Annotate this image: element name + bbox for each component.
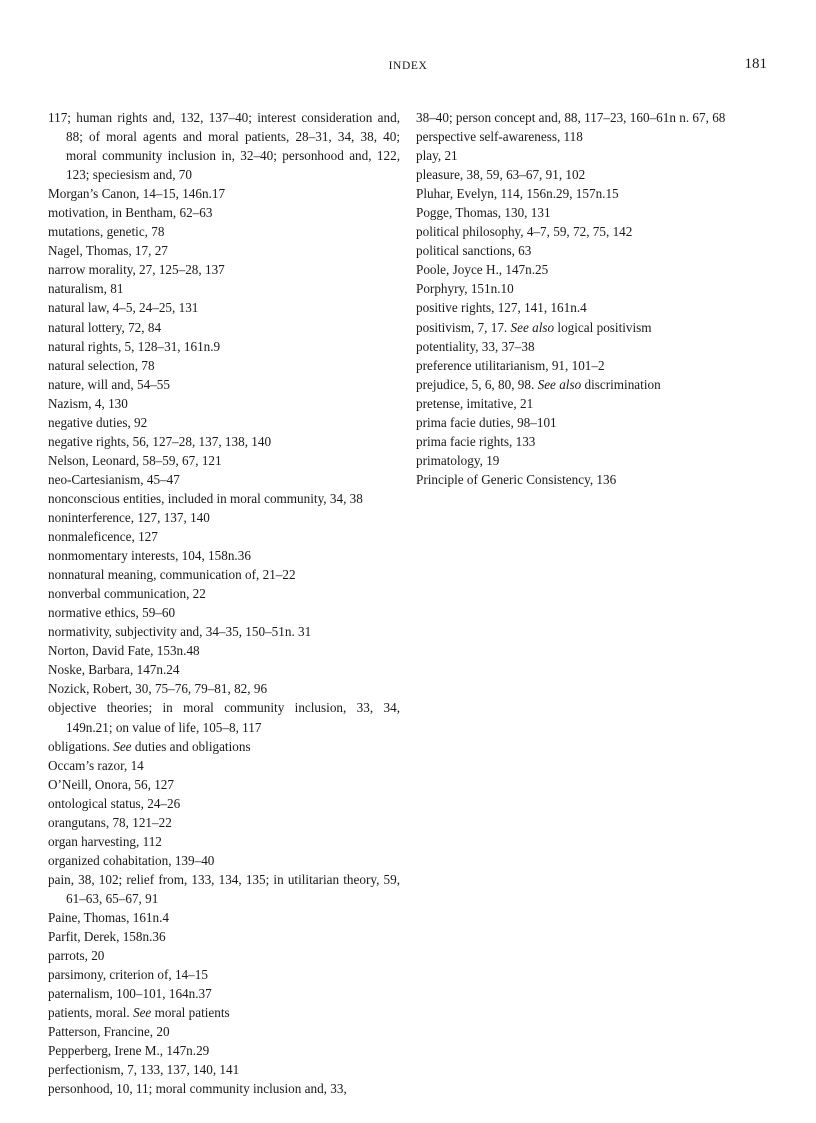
entry-text: nonverbal communication, 22 [48, 586, 206, 602]
entry-text: primatology, 19 [416, 452, 500, 468]
entry-text: patients, moral. [48, 1005, 133, 1021]
entry-text: personhood, 10, 11; moral community inclusion and, 33, [48, 1081, 347, 1097]
index-entry [48, 222, 400, 241]
index-entry [48, 984, 400, 1003]
entry-text: Nozick, Robert, 30, 75–76, 79–81, 82, 96 [48, 681, 268, 697]
entry-text: preference utilitarianism, 91, 101–2 [416, 357, 605, 373]
index-entry [416, 146, 776, 165]
entry-text: discrimination [581, 376, 661, 392]
entry-text: nonconscious entities, included in moral community, 34, 38 [48, 490, 363, 506]
entry-text: perfectionism, 7, 133, 137, 140, 141 [48, 1062, 240, 1078]
index-entry [48, 698, 400, 736]
entry-text: natural law, 4–5, 24–25, 131 [48, 300, 199, 316]
index-entry [48, 279, 400, 298]
index-entry [48, 241, 400, 260]
entry-text: potentiality, 33, 37–38 [416, 338, 535, 354]
entry-text: 38–40; person concept and, 88, 117–23, 160–61n n. 67, 68 [416, 110, 726, 125]
entry-text: naturalism, 81 [48, 281, 124, 297]
index-entry [48, 508, 400, 527]
index-entry [48, 851, 400, 870]
index-entry [48, 413, 400, 432]
index-entry [48, 203, 400, 222]
entry-text: Occam’s razor, 14 [48, 757, 144, 773]
entry-text: logical positivism [554, 319, 652, 335]
entry-text: positivism, 7, 17. [416, 319, 511, 335]
entry-text: organ harvesting, 112 [48, 833, 162, 849]
entry-text: objective theories; in moral community inclusion, 33, 34, 149n.21; on value of life, 105–8, 117 [48, 700, 400, 735]
cross-reference-term: See [113, 738, 132, 754]
entry-text: Pogge, Thomas, 130, 131 [416, 205, 551, 221]
entry-text: pretense, imitative, 21 [416, 395, 534, 411]
index-entry [48, 603, 400, 622]
index-entry [48, 451, 400, 470]
index-entry [48, 298, 400, 317]
entry-text: duties and obligations [131, 738, 251, 754]
entry-text: pleasure, 38, 59, 63–67, 91, 102 [416, 167, 586, 183]
entry-text: political sanctions, 63 [416, 243, 532, 259]
index-entry [48, 260, 400, 279]
index-entry [416, 451, 776, 470]
entry-text: 117; human rights and, 132, 137–40; interest consideration and, 88; of moral agents and moral patients, 28–31, 34, 38, 40; moral community inclusion in, 32–40; personhood and, 122, 123; speciesism and, 70 [48, 110, 400, 183]
index-entry [48, 832, 400, 851]
entry-text: Pepperberg, Irene M., 147n.29 [48, 1043, 210, 1059]
index-entry [48, 432, 400, 451]
index-entry [416, 337, 776, 356]
index-entry [48, 394, 400, 413]
index-entry [48, 965, 400, 984]
entry-text: nonmomentary interests, 104, 158n.36 [48, 548, 251, 564]
index-entry [416, 241, 776, 260]
index-entry [48, 546, 400, 565]
index-entry [48, 318, 400, 337]
entry-text: nonmaleficence, 127 [48, 529, 158, 545]
index-entry [416, 279, 776, 298]
index-entry [48, 1079, 400, 1098]
cross-reference-term: See also [537, 376, 582, 392]
index-entry [48, 813, 400, 832]
index-entry [48, 660, 400, 679]
entry-text: prejudice, 5, 6, 80, 98. [416, 376, 538, 392]
index-entry [416, 222, 776, 241]
entry-text: Parfit, Derek, 158n.36 [48, 929, 166, 945]
index-entry [48, 794, 400, 813]
index-entry [416, 356, 776, 375]
page-number: 181 [744, 56, 767, 72]
entry-text: nonnatural meaning, communication of, 21–22 [48, 567, 296, 583]
index-entry [48, 756, 400, 775]
index-entry [48, 908, 400, 927]
index-entry [48, 375, 400, 394]
index-entry [416, 184, 776, 203]
index-entry [48, 622, 400, 641]
entry-text: Morgan’s Canon, 14–15, 146n.17 [48, 186, 226, 202]
entry-text: Poole, Joyce H., 147n.25 [416, 262, 549, 278]
index-entry [48, 527, 400, 546]
entry-text: Porphyry, 151n.10 [416, 281, 514, 297]
entry-text: moral patients [151, 1005, 230, 1021]
entry-text: parrots, 20 [48, 948, 105, 964]
entry-text: Nagel, Thomas, 17, 27 [48, 243, 168, 259]
entry-text: negative duties, 92 [48, 414, 148, 430]
entry-text: natural lottery, 72, 84 [48, 319, 162, 335]
entry-text: Nazism, 4, 130 [48, 395, 128, 411]
index-entry [416, 108, 776, 127]
index-entry [48, 737, 400, 756]
entry-text: orangutans, 78, 121–22 [48, 814, 172, 830]
index-entry [48, 489, 400, 508]
entry-text: play, 21 [416, 148, 458, 164]
index-entry [416, 432, 776, 451]
entry-text: noninterference, 127, 137, 140 [48, 509, 210, 525]
entry-text: natural selection, 78 [48, 357, 155, 373]
entry-text: Norton, David Fate, 153n.48 [48, 643, 200, 659]
cross-reference-term: See [132, 1005, 152, 1021]
index-entry [416, 127, 776, 146]
running-head: INDEX [388, 60, 428, 72]
index-entry [48, 356, 400, 375]
cross-reference-term: See also [510, 319, 555, 335]
entry-text: natural rights, 5, 128–31, 161n.9 [48, 338, 221, 354]
entry-text: Pluhar, Evelyn, 114, 156n.29, 157n.15 [416, 186, 619, 202]
index-entry [48, 108, 400, 184]
index-entry [48, 775, 400, 794]
entry-text: paternalism, 100–101, 164n.37 [48, 986, 212, 1002]
entry-text: motivation, in Bentham, 62–63 [48, 205, 213, 221]
entry-text: nature, will and, 54–55 [48, 376, 170, 392]
entry-text: ontological status, 24–26 [48, 795, 181, 811]
index-entry [48, 584, 400, 603]
index-entry [48, 1022, 400, 1041]
entry-text: O’Neill, Onora, 56, 127 [48, 776, 174, 792]
index-entry [416, 203, 776, 222]
index-entry [416, 394, 776, 413]
entry-text: negative rights, 56, 127–28, 137, 138, 140 [48, 433, 272, 449]
entry-text: Noske, Barbara, 147n.24 [48, 662, 180, 678]
entry-text: normative ethics, 59–60 [48, 605, 176, 621]
entry-text: mutations, genetic, 78 [48, 224, 165, 240]
entry-text: organized cohabitation, 139–40 [48, 852, 215, 868]
index-entry [48, 679, 400, 698]
entry-text: Patterson, Francine, 20 [48, 1024, 170, 1040]
index-entry [416, 413, 776, 432]
entry-text: pain, 38, 102; relief from, 133, 134, 135; in utilitarian theory, 59, 61–63, 65–67, 91 [48, 871, 400, 906]
entry-text: normativity, subjectivity and, 34–35, 150–51n. 31 [48, 624, 312, 640]
index-entry [48, 1060, 400, 1079]
index-entry [416, 470, 776, 489]
index-entry [48, 927, 400, 946]
index-entry [48, 337, 400, 356]
index-entry [48, 470, 400, 489]
entry-text: parsimony, criterion of, 14–15 [48, 967, 208, 983]
index-entry [48, 565, 400, 584]
index-entry [416, 298, 776, 317]
index-entry [416, 165, 776, 184]
entry-text: Paine, Thomas, 161n.4 [48, 909, 169, 925]
entry-text: political philosophy, 4–7, 59, 72, 75, 142 [416, 224, 633, 240]
index-entry [416, 375, 776, 394]
index-column-left [48, 108, 400, 1098]
index-entry [48, 184, 400, 203]
index-column-right [416, 108, 776, 489]
entry-text: perspective self-awareness, 118 [416, 129, 583, 145]
entry-text: narrow morality, 27, 125–28, 137 [48, 262, 225, 278]
entry-text: neo-Cartesianism, 45–47 [48, 471, 180, 487]
entry-text: Principle of Generic Consistency, 136 [416, 471, 617, 487]
entry-text: prima facie duties, 98–101 [416, 414, 557, 430]
entry-text: obligations. [48, 738, 114, 754]
index-entry [48, 641, 400, 660]
index-entry [416, 318, 776, 337]
index-entry [416, 260, 776, 279]
entry-text: prima facie rights, 133 [416, 433, 536, 449]
entry-text: positive rights, 127, 141, 161n.4 [416, 300, 587, 316]
index-entry [48, 870, 400, 908]
index-entry [48, 1041, 400, 1060]
entry-text: Nelson, Leonard, 58–59, 67, 121 [48, 452, 222, 468]
index-entry [48, 946, 400, 965]
index-entry [48, 1003, 400, 1022]
